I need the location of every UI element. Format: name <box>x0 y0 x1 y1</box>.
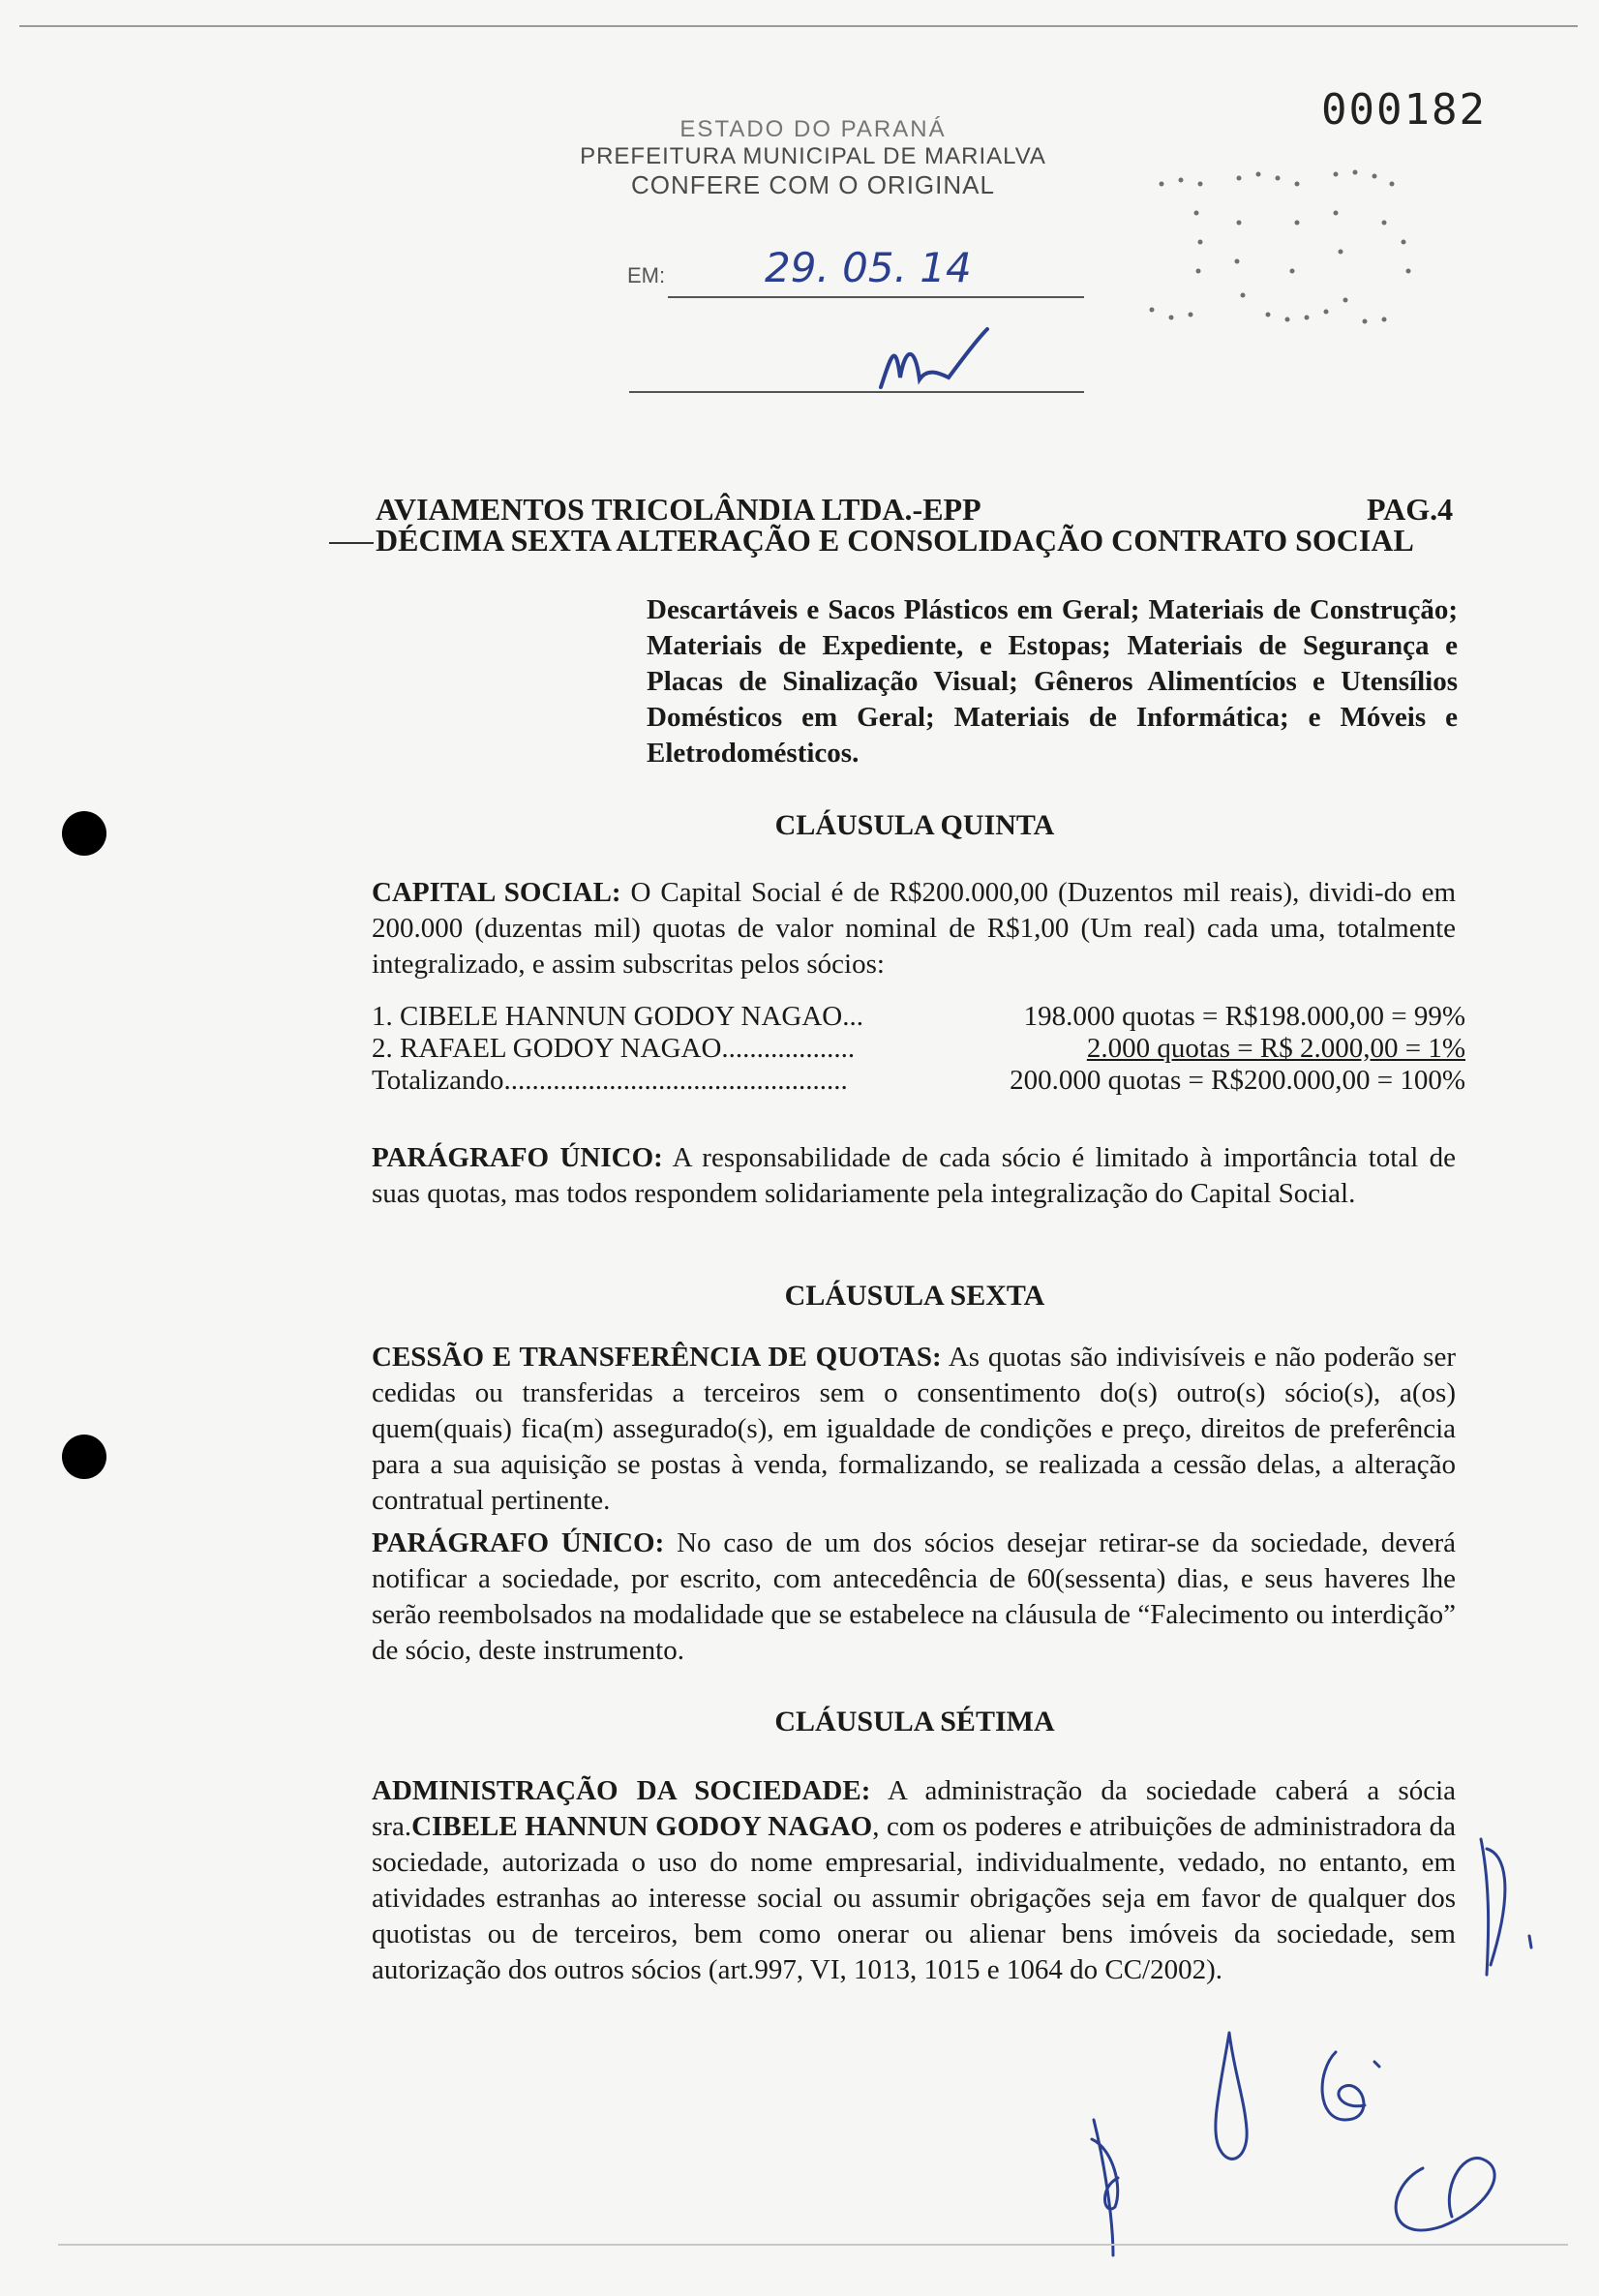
stamp-initials-signature <box>871 319 997 397</box>
cessao-paragraph <box>372 1340 1456 1519</box>
scan-top-edge <box>19 25 1578 27</box>
paragrafo-unico-sexta <box>372 1526 1456 1669</box>
quota-row <box>372 1001 1465 1033</box>
paragrafo-unico-text: A responsabilidade de cada sócio é limitado à importância total de suas quotas, mas todos respondem solidariamente pela integralização do Capital Social. <box>372 1142 1456 1209</box>
punch-hole-upper <box>62 811 106 856</box>
stamp-date-line <box>668 296 1084 298</box>
stamp-line-state: ESTADO DO PARANÁ <box>679 116 947 142</box>
capital-social-label: CAPITAL SOCIAL: <box>372 877 621 908</box>
quota-total-row <box>372 1065 1465 1097</box>
punch-hole-lower <box>62 1435 106 1479</box>
bottom-signatures <box>1074 2013 1520 2265</box>
quota-value: 198.000 quotas = R$198.000,00 = 99% <box>1023 1001 1465 1032</box>
quota-holder: 1. CIBELE HANNUN GODOY NAGAO... <box>372 1001 863 1032</box>
capital-social-text: O Capital Social é de R$200.000,00 (Duzentos mil reais), dividi-do em 200.000 (duzentas mil) quotas de valor nominal de R$1,00 (Um real) cada uma, totalmente integralizado, e assim subscritas pelos sócios: <box>372 877 1456 980</box>
stamp-line-prefeitura: PREFEITURA MUNICIPAL DE MARIALVA <box>580 143 1046 169</box>
administracao-paragraph <box>372 1773 1456 1988</box>
quota-row <box>372 1033 1465 1065</box>
administracao-text-1: A administração da sociedade caberá a sócia sra. <box>372 1775 1456 1842</box>
clausula-quinta-title: CLÁUSULA QUINTA <box>774 809 1055 841</box>
stamp-line-confere: CONFERE COM O ORIGINAL <box>631 170 995 199</box>
paragrafo-unico-text: No caso de um dos sócios desejar retirar-se da sociedade, deverá notificar a sociedade, por escrito, com antecedência de 60(sessenta) dias, e seus haveres lhe serão reembolsados na modalidade que se estabelece na cláusula de “Falecimento ou interdição” de sócio, deste instrumento. <box>372 1527 1456 1666</box>
margin-dash <box>329 542 374 544</box>
quota-total-label: Totalizando................................................. <box>372 1065 848 1096</box>
company-name: AVIAMENTOS TRICOLÂNDIA LTDA.-EPP <box>376 492 981 527</box>
paragrafo-unico-quinta <box>372 1140 1456 1212</box>
embossed-seal <box>1142 165 1452 339</box>
document-title: DÉCIMA SEXTA ALTERAÇÃO E CONSOLIDAÇÃO CONTRATO SOCIAL <box>376 523 1414 558</box>
page-number: 000182 <box>1321 85 1487 135</box>
capital-social-paragraph <box>372 875 1456 982</box>
administracao-text-2: , com os poderes e atribuições de administradora da sociedade, autorizada o uso do nome empresarial, individualmente, vedado, no entanto, em atividades estranhas ao interesse social ou assumir obrigações seja em favor de qualquer dos quotistas ou de terceiros, bem como onerar ou alienar bens imóveis da sociedade, sem autorização dos outros sócios (art.997, VI, 1013, 1015 e 1064 do CC/2002). <box>372 1811 1457 1985</box>
administracao-label: ADMINISTRAÇÃO DA SOCIEDADE: <box>372 1775 871 1806</box>
administradora-name: CIBELE HANNUN GODOY NAGAO <box>411 1811 873 1842</box>
clausula-sexta-title: CLÁUSULA SEXTA <box>784 1280 1045 1312</box>
margin-initials-signature <box>1462 1829 1549 1994</box>
objeto-continuation: Descartáveis e Sacos Plásticos em Geral; Materiais de Construção; Materiais de Expediente, e Estopas; Materiais de Segurança e Placas de Sinalização Visual; Gêneros Alimentícios e Utensílios Domésticos em Geral; Materiais de Informática; e Móveis e Eletrodomésticos. <box>647 594 1458 769</box>
stamp-handwritten-date: 29. 05. 14 <box>765 244 972 291</box>
cessao-text: As quotas são indivisíveis e não poderão ser cedidas ou transferidas a terceiros sem o consentimento do(s) outro(s) sócio(s), a(os) quem(quais) fica(m) assegurado(s), em igualdade de condições e preço, direitos de preferência para a sua aquisição se postas à venda, formalizando, se realizada a cessão delas, a alteração contratual pertinente. <box>372 1342 1456 1516</box>
cessao-label: CESSÃO E TRANSFERÊNCIA DE QUOTAS: <box>372 1342 942 1373</box>
paragrafo-unico-label: PARÁGRAFO ÚNICO: <box>372 1142 663 1173</box>
authentication-stamp <box>542 116 1084 200</box>
scan-bottom-edge <box>58 2244 1568 2246</box>
stamp-signature-line <box>629 391 1084 393</box>
clausula-setima-title: CLÁUSULA SÉTIMA <box>774 1706 1055 1737</box>
quota-value: 2.000 quotas = R$ 2.000,00 = 1% <box>1086 1033 1465 1064</box>
stamp-date-label: EM: <box>627 263 666 287</box>
quota-total-value: 200.000 quotas = R$200.000,00 = 100% <box>1010 1065 1465 1096</box>
quota-distribution-table <box>372 1001 1465 1097</box>
quota-holder: 2. RAFAEL GODOY NAGAO................... <box>372 1033 856 1064</box>
page-label: PAG.4 <box>1367 492 1454 527</box>
paragrafo-unico-label: PARÁGRAFO ÚNICO: <box>372 1527 665 1558</box>
